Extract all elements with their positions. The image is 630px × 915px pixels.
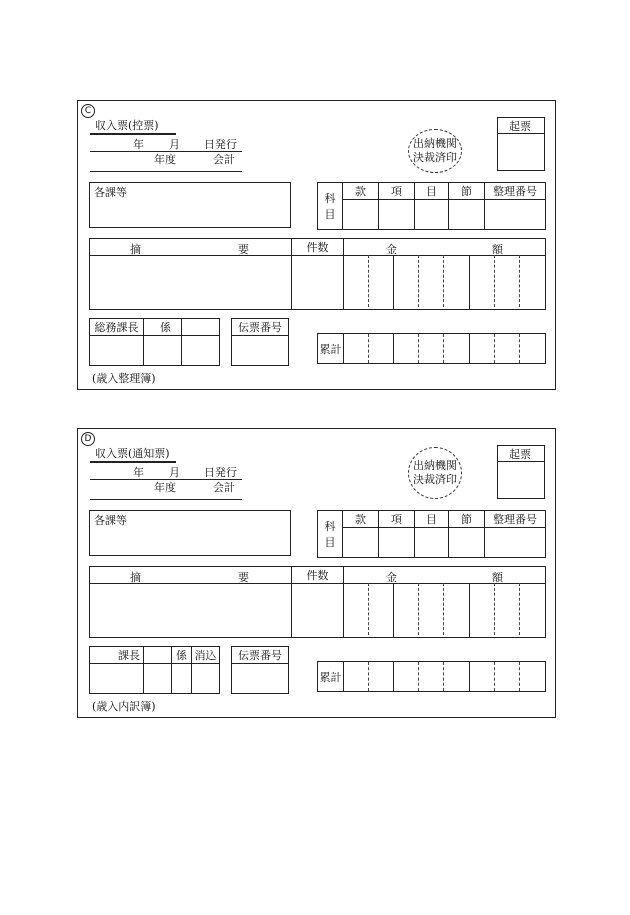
approval-cell-2[interactable]	[144, 664, 172, 694]
approval-cell-1[interactable]	[90, 664, 144, 694]
amount-cell-3[interactable]	[470, 256, 546, 310]
digit-divider	[418, 583, 419, 635]
month-label: 月	[169, 466, 180, 479]
moku-char: 目	[324, 536, 336, 549]
footer-note: (歳入内訳簿)	[92, 700, 156, 713]
kou-header: 項	[379, 511, 415, 528]
kensu-header: 件数	[292, 239, 344, 256]
kensu-cell[interactable]	[292, 584, 344, 638]
summary-table	[89, 238, 546, 310]
me-cell[interactable]	[415, 200, 449, 230]
title-underline	[90, 461, 176, 463]
approval-cell-2[interactable]	[144, 336, 182, 366]
kihyo-divider	[498, 461, 544, 462]
ruikei-label: 累計	[318, 334, 344, 364]
approval-header-blank	[144, 647, 172, 664]
ruikei-label: 累計	[318, 662, 344, 692]
digit-divider	[443, 583, 444, 635]
approval-table	[89, 318, 220, 366]
kin-char: 金	[386, 571, 397, 584]
title-underline	[90, 133, 176, 135]
kihyo-box	[497, 117, 545, 171]
approval-header-1: 課長	[90, 647, 144, 664]
kihyo-box	[497, 445, 545, 499]
form-title: 収入票(控票)	[95, 119, 159, 132]
stamp-line2: 決裁済印	[413, 151, 457, 164]
issued-label: 日発行	[204, 138, 237, 151]
setsu-header: 節	[449, 183, 485, 200]
approval-header-divider	[181, 318, 182, 334]
approval-cell-3[interactable]	[182, 336, 220, 366]
denpyo-cell[interactable]	[232, 664, 289, 694]
account-label: 会計	[213, 481, 235, 494]
teki-you-cell[interactable]	[90, 584, 292, 638]
digit-divider	[519, 255, 520, 307]
approval-header-2: 係	[172, 647, 192, 664]
footer-note: (歳入整理簿)	[92, 372, 156, 385]
ruikei-cell-3[interactable]	[470, 662, 546, 692]
approval-header-2: 係	[144, 319, 182, 336]
digit-divider	[368, 334, 369, 363]
approval-header-blank	[182, 319, 220, 336]
amount-cell-2[interactable]	[394, 256, 470, 310]
stamp-line1: 出納機関	[413, 137, 457, 150]
form-letter-c: C	[81, 104, 95, 118]
approval-stamp-circle	[408, 447, 462, 499]
digit-divider	[418, 255, 419, 307]
teki-you-header	[90, 239, 292, 256]
digit-divider	[443, 255, 444, 307]
digit-divider	[368, 255, 369, 307]
form-c	[77, 100, 556, 390]
department-box	[89, 510, 291, 556]
gaku-char: 額	[492, 571, 503, 584]
digit-divider	[443, 334, 444, 363]
digit-divider	[368, 583, 369, 635]
fiscal-year-label: 年度	[154, 153, 176, 166]
digit-divider	[418, 662, 419, 691]
form-title: 収入票(通知票)	[95, 447, 170, 460]
teki-you-header	[90, 567, 292, 584]
teki-char: 摘	[130, 243, 141, 256]
ka-char: 科	[324, 520, 336, 533]
approval-cell-1[interactable]	[90, 336, 144, 366]
digit-divider	[418, 334, 419, 363]
digit-divider	[519, 583, 520, 635]
kingaku-header	[344, 239, 546, 256]
fiscal-underline	[90, 499, 242, 500]
digit-divider	[519, 662, 520, 691]
kan-header: 款	[343, 183, 379, 200]
digit-divider	[519, 334, 520, 363]
date-underline	[90, 479, 242, 480]
stamp-line1: 出納機関	[413, 459, 457, 472]
gaku-char: 額	[492, 243, 503, 256]
ruikei-table	[317, 661, 546, 692]
ruikei-cell-3[interactable]	[470, 334, 546, 364]
approval-header-3: 消込	[192, 647, 220, 664]
digit-divider	[494, 583, 495, 635]
account-label: 会計	[213, 153, 235, 166]
kan-header: 款	[343, 511, 379, 528]
kihyo-divider	[498, 133, 544, 134]
department-label: 各課等	[94, 186, 127, 199]
ruikei-cell-2[interactable]	[394, 334, 470, 364]
denpyo-cell[interactable]	[232, 336, 289, 366]
ka-char: 科	[324, 192, 336, 205]
denpyo-table	[231, 318, 289, 366]
kin-char: 金	[386, 243, 397, 256]
kingaku-header	[344, 567, 546, 584]
kihyo-label: 起票	[509, 120, 531, 133]
me-header: 目	[415, 183, 449, 200]
moku-char: 目	[324, 208, 336, 221]
kensu-cell[interactable]	[292, 256, 344, 310]
approval-stamp-circle	[408, 129, 462, 173]
you-char: 要	[238, 571, 249, 584]
teki-char: 摘	[130, 571, 141, 584]
seiri-header: 整理番号	[485, 511, 546, 528]
me-header: 目	[415, 511, 449, 528]
kan-cell[interactable]	[343, 528, 379, 558]
form-letter-d: D	[81, 432, 95, 446]
kou-cell[interactable]	[379, 528, 415, 558]
ruikei-table	[317, 333, 546, 364]
fiscal-year-label: 年度	[154, 481, 176, 494]
kamoku-table	[317, 182, 546, 230]
setsu-header: 節	[449, 511, 485, 528]
digit-divider	[443, 662, 444, 691]
kensu-header: 件数	[292, 567, 344, 584]
department-box	[89, 182, 291, 228]
seiri-cell[interactable]	[485, 528, 546, 558]
fiscal-underline	[90, 171, 242, 172]
kamoku-label	[318, 183, 343, 230]
summary-table	[89, 566, 546, 638]
kamoku-table	[317, 510, 546, 558]
setsu-cell[interactable]	[449, 200, 485, 230]
me-cell[interactable]	[415, 528, 449, 558]
approval-cell-4[interactable]	[192, 664, 220, 694]
digit-divider	[494, 662, 495, 691]
kan-cell[interactable]	[343, 200, 379, 230]
digit-divider	[494, 255, 495, 307]
kou-cell[interactable]	[379, 200, 415, 230]
you-char: 要	[238, 243, 249, 256]
kamoku-label	[318, 511, 343, 558]
denpyo-table	[231, 646, 289, 694]
stamp-line2: 決裁済印	[413, 473, 457, 486]
approval-header-1: 総務課長	[90, 319, 144, 336]
date-underline	[90, 151, 242, 152]
ruikei-cell-2[interactable]	[394, 662, 470, 692]
kihyo-label: 起票	[509, 448, 531, 461]
seiri-cell[interactable]	[485, 200, 546, 230]
issued-label: 日発行	[204, 466, 237, 479]
approval-table	[89, 646, 220, 694]
form-d	[77, 428, 556, 718]
department-label: 各課等	[94, 514, 127, 527]
seiri-header: 整理番号	[485, 183, 546, 200]
year-label: 年	[133, 138, 144, 151]
amount-cell-3[interactable]	[470, 584, 546, 638]
denpyo-header: 伝票番号	[232, 647, 289, 664]
digit-divider	[494, 334, 495, 363]
teki-you-cell[interactable]	[90, 256, 292, 310]
digit-divider	[368, 662, 369, 691]
denpyo-header: 伝票番号	[232, 319, 289, 336]
amount-cell-2[interactable]	[394, 584, 470, 638]
month-label: 月	[169, 138, 180, 151]
year-label: 年	[133, 466, 144, 479]
setsu-cell[interactable]	[449, 528, 485, 558]
kou-header: 項	[379, 183, 415, 200]
approval-cell-3[interactable]	[172, 664, 192, 694]
